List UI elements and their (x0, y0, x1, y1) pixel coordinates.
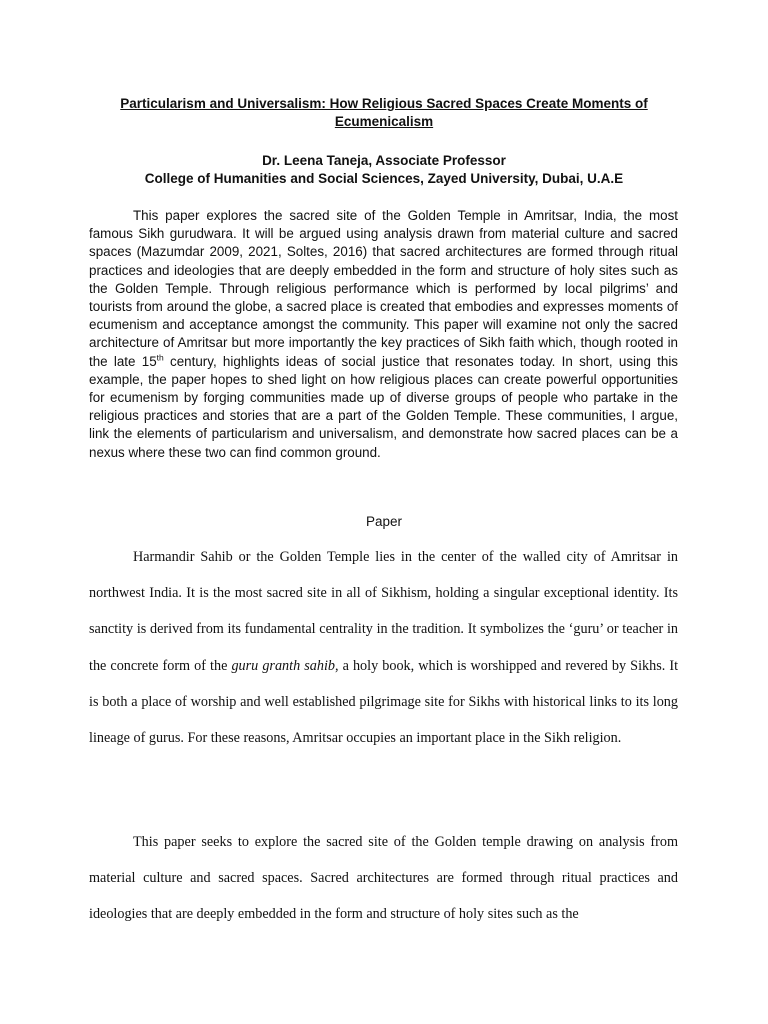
paragraph-2-text: This paper seeks to explore the sacred site of the Golden temple drawing on analysis from material culture and sacred spaces. Sacred architectures are formed through ritual practices and ideologies that are deeply embedded in the form and structure of holy sites such as the (89, 834, 678, 923)
paper-title-line-1: Particularism and Universalism: How Religious Sacred Spaces Create Moments of (120, 96, 648, 111)
author-name: Dr. Leena Taneja, Associate Professor (262, 153, 506, 168)
superscript-th: th (156, 352, 164, 363)
body-paragraph-1 (89, 539, 678, 756)
abstract-text-part-2: century, highlights ideas of social justice that resonates today. In short, using this example, the paper hopes to shed light on how religious places can create powerful opportunities for ecumenism by forging communities made up of diverse groups of people who partake in the religious practices and stories that are a part of the Golden Temple. These communities, I argue, link the elements of particularism and universalism, and demonstrate how sacred places can be a nexus where these two can find common ground. (89, 353, 678, 460)
paper-title-line-2: Ecumenicalism (334, 114, 434, 129)
author-affiliation: College of Humanities and Social Sciences, Zayed University, Dubai, U.A.E (144, 171, 624, 186)
italic-book-title: guru granth sahib (231, 657, 335, 674)
paragraph-1-text-start: Harmandir Sahib or the Golden Temple lies in the center of the walled city of Amritsar in northwest India. It is the most sacred site in all of Sikhism, holding a singular exceptional identity. Its sanctity is derived from its fundamental centrality in the tradition. It symbolizes the ‘guru’ or teacher in the concrete form of the (89, 549, 678, 674)
abstract (89, 207, 678, 462)
paragraph-1-text-end: , a holy book, which is worshipped and revered by Sikhs. It is both a place of worship and well established pilgrimage site for Sikhs with historical links to its long lineage of gurus. For these reasons, Amritsar occupies an important place in the Sikh religion. (89, 657, 679, 747)
author-block (88, 152, 680, 188)
body-paragraph-2 (89, 824, 678, 933)
abstract-paragraph (89, 207, 678, 462)
paper-title (88, 95, 680, 131)
section-heading: Paper (365, 514, 403, 529)
abstract-text-part-1: This paper explores the sacred site of the Golden Temple in Amritsar, India, the most famous Sikh gurudwara. It will be argued using analysis drawn from material culture and sacred spaces (Mazumdar 2009, 2021, Soltes, 2016) that sacred architectures are formed through ritual practices and ideologies that are deeply embedded in the form and structure of holy sites such as the Golden Temple. Through religious performance which is performed by local pilgrims’ and tourists from around the globe, a sacred place is created that embodies and expresses moments of ecumenism and acceptance amongst the community. This paper will examine not only the sacred architecture of Amritsar but more importantly the key practices of Sikh faith which, though rooted in the late 15 (89, 208, 678, 369)
